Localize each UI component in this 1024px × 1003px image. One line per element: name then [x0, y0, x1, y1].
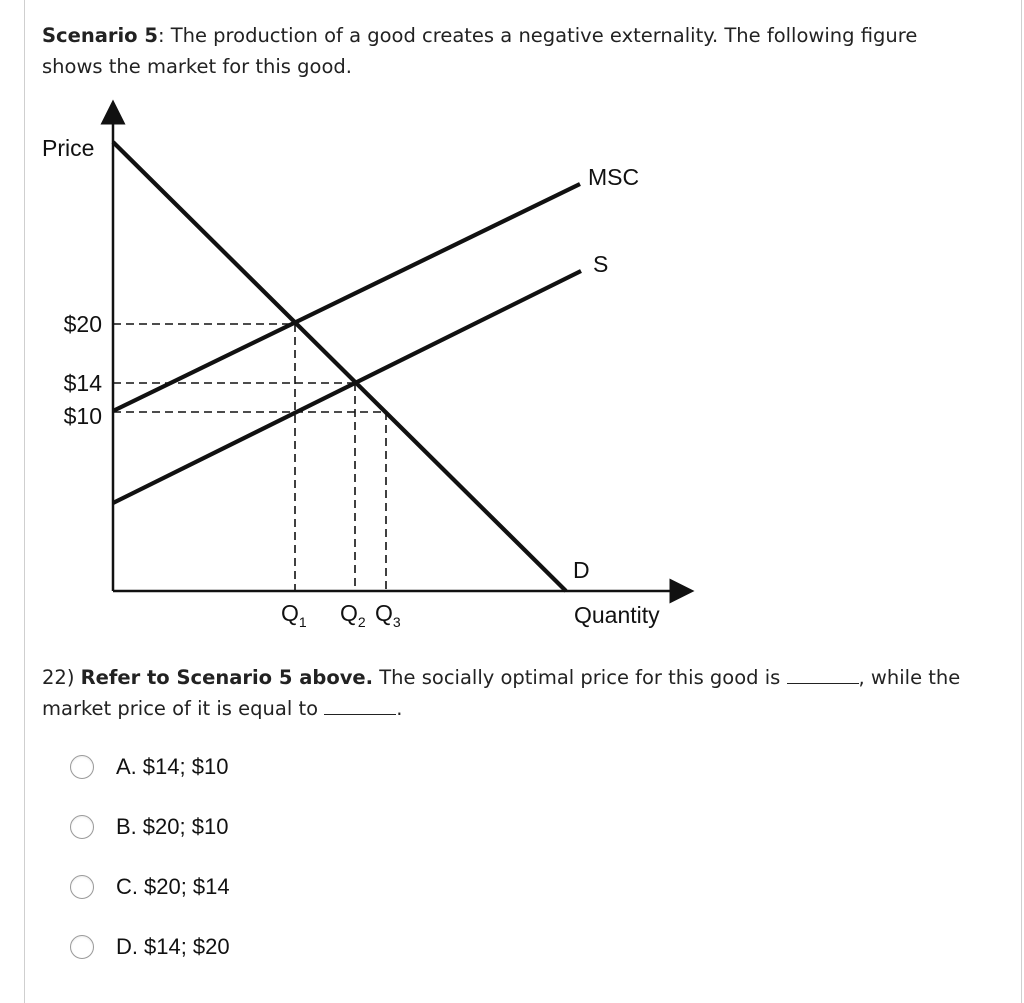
scenario-body: : The production of a good creates a negative externality. The following figure shows the market for this good.: [42, 24, 918, 78]
curve-label-s: S: [593, 251, 609, 277]
question-end: .: [396, 697, 403, 720]
radio-d-icon[interactable]: [70, 935, 94, 959]
scenario-label: Scenario 5: [42, 24, 158, 47]
question-part1: The socially optimal price for this good is: [373, 666, 787, 689]
y-axis-label: Price: [42, 135, 95, 161]
curve-label-msc: MSC: [588, 164, 640, 190]
x-axis-label: Quantity: [574, 602, 660, 628]
option-c-letter: C.: [116, 874, 138, 899]
curve-msc: [113, 184, 580, 411]
radio-b-icon[interactable]: [70, 815, 94, 839]
dashed-guides: [113, 324, 386, 591]
option-b-text: $20; $10: [142, 814, 229, 839]
curves: [113, 142, 581, 591]
curve-s: [113, 271, 581, 503]
question-text: [42, 662, 972, 724]
question-bold: Refer to Scenario 5 above.: [80, 666, 374, 689]
question-number: 22): [42, 666, 75, 689]
question-part2: , while the market price of it is equal to: [42, 666, 961, 720]
y-tick-10: $10: [63, 403, 102, 429]
option-d[interactable]: [70, 932, 230, 962]
curve-label-d: D: [573, 557, 590, 583]
option-d-text: $14; $20: [144, 934, 230, 959]
radio-a-icon[interactable]: [70, 755, 94, 779]
answer-blank-1: [787, 665, 859, 684]
x-tick-q2: $Q_2$: [340, 600, 366, 630]
option-a-text: $14; $10: [142, 754, 229, 779]
y-tick-20: $20: [63, 311, 102, 337]
option-c[interactable]: [70, 872, 230, 902]
radio-c-icon[interactable]: [70, 875, 94, 899]
answer-blank-2: [324, 696, 396, 715]
y-tick-14: $14: [63, 370, 102, 396]
option-a[interactable]: [70, 752, 228, 782]
curve-d: [113, 142, 566, 591]
option-d-letter: D.: [116, 934, 138, 959]
x-tick-q1: $Q_1$: [281, 600, 307, 630]
option-b-letter: B.: [116, 814, 137, 839]
x-tick-q3: $Q_3$: [375, 600, 401, 630]
option-c-text: $20; $14: [144, 874, 230, 899]
option-a-letter: A.: [116, 754, 137, 779]
option-b[interactable]: [70, 812, 228, 842]
